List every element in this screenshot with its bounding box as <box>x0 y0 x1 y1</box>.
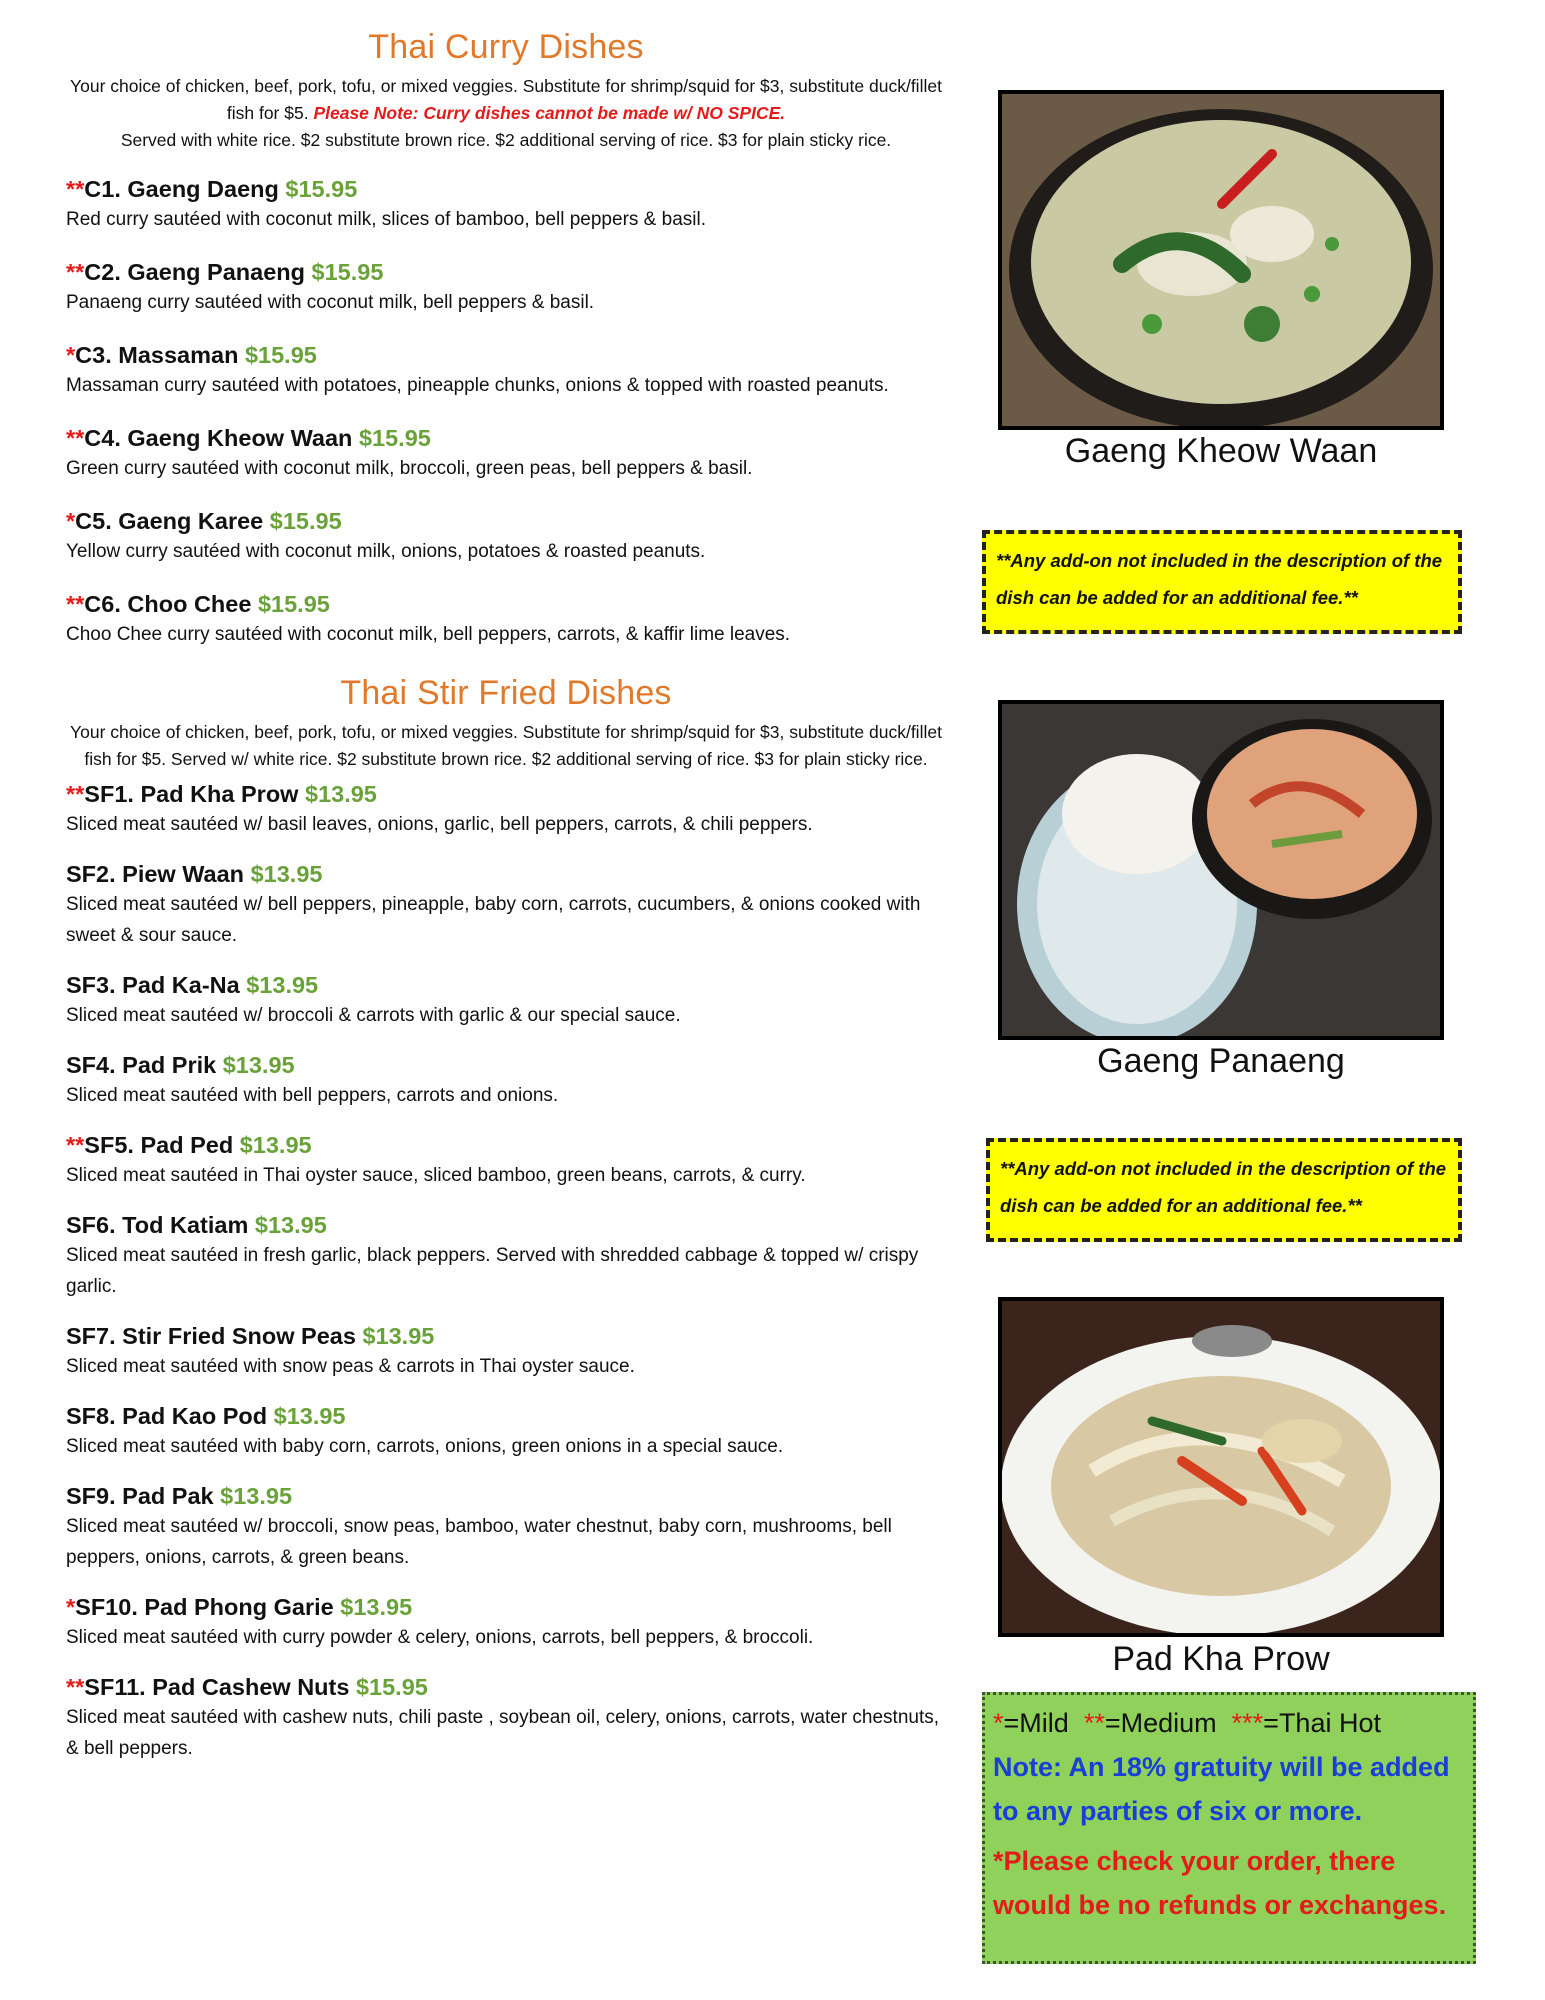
menu-item-price: $13.95 <box>246 972 319 998</box>
menu-item-heading <box>66 1321 946 1351</box>
menu-item-price: $13.95 <box>250 861 323 887</box>
spice-level-stars: ** <box>66 1132 85 1158</box>
spice-level-stars: * <box>66 508 76 534</box>
refund-note: *Please check your order, there would be no refunds or exchanges. <box>993 1846 1447 1920</box>
pad-kha-prow-photo <box>998 1297 1444 1637</box>
curry-intro <box>66 73 946 154</box>
menu-column <box>66 28 946 1783</box>
photo-caption-1: Gaeng Kheow Waan <box>1064 432 1378 470</box>
menu-item-description: Panaeng curry sautéed with coconut milk, bell peppers & basil. <box>66 292 595 313</box>
spice-legend-box <box>982 1692 1476 1964</box>
menu-item-name: SF8. Pad Kao Pod <box>66 1403 268 1429</box>
menu-item-name: C1. Gaeng Daeng <box>84 176 279 202</box>
menu-item <box>66 589 946 650</box>
menu-item-price: $13.95 <box>220 1483 293 1509</box>
menu-item-heading <box>66 1130 946 1160</box>
menu-item <box>66 257 946 318</box>
menu-item <box>66 174 946 235</box>
green-curry-photo <box>998 90 1444 430</box>
menu-item-description: Sliced meat sautéed with cashew nuts, chili paste , soybean oil, celery, onions, carrots, water chestnuts, & bell peppers. <box>66 1707 940 1759</box>
menu-item-heading <box>66 1210 946 1240</box>
menu-item-heading <box>66 1592 946 1622</box>
menu-item-price: $15.95 <box>269 508 342 534</box>
spice-level-stars: ** <box>66 259 85 285</box>
menu-item-heading <box>66 1401 946 1431</box>
hot-stars: *** <box>1231 1708 1264 1738</box>
menu-item-name: C3. Massaman <box>75 342 239 368</box>
curry-section-title: Thai Curry Dishes <box>368 28 644 66</box>
menu-item <box>66 1050 946 1111</box>
menu-item-description: Sliced meat sautéed with baby corn, carrots, onions, green onions in a special sauce. <box>66 1436 784 1457</box>
addon-fee-notice-1: **Any add-on not included in the description of the dish can be added for an additional fee.** <box>982 530 1462 634</box>
menu-item-description: Red curry sautéed with coconut milk, slices of bamboo, bell peppers & basil. <box>66 209 706 230</box>
menu-item-heading <box>66 423 946 453</box>
stir-list <box>66 779 946 1764</box>
menu-item-heading <box>66 589 946 619</box>
mild-label: =Mild <box>1003 1708 1069 1738</box>
menu-item-heading <box>66 1050 946 1080</box>
menu-item-price: $13.95 <box>254 1212 327 1238</box>
addon-fee-notice-2: **Any add-on not included in the description of the dish can be added for an additional fee.** <box>986 1138 1462 1242</box>
medium-label: =Medium <box>1104 1708 1217 1738</box>
menu-item-description: Green curry sautéed with coconut milk, broccoli, green peas, bell peppers & basil. <box>66 458 753 479</box>
menu-item-name: C2. Gaeng Panaeng <box>84 259 305 285</box>
menu-item <box>66 1672 946 1764</box>
menu-item-price: $13.95 <box>340 1594 413 1620</box>
menu-item <box>66 423 946 484</box>
spice-level-stars: ** <box>66 591 85 617</box>
menu-item-description: Sliced meat sautéed in Thai oyster sauce, sliced bamboo, green beans, carrots, & curry. <box>66 1165 806 1186</box>
menu-item-price: $15.95 <box>311 259 384 285</box>
photo-caption-3: Pad Kha Prow <box>1112 1640 1330 1678</box>
menu-item-name: SF6. Tod Katiam <box>66 1212 249 1238</box>
menu-item-name: SF4. Pad Prik <box>66 1052 217 1078</box>
menu-item-heading <box>66 506 946 536</box>
menu-item-name: C6. Choo Chee <box>84 591 252 617</box>
menu-item-name: C5. Gaeng Karee <box>75 508 264 534</box>
menu-item <box>66 779 946 840</box>
menu-item-name: SF1. Pad Kha Prow <box>84 781 299 807</box>
menu-item <box>66 970 946 1031</box>
menu-item-price: $15.95 <box>257 591 330 617</box>
panaeng-photo <box>998 700 1444 1040</box>
menu-item-description: Sliced meat sautéed w/ broccoli, snow peas, bamboo, water chestnut, baby corn, mushrooms, bell peppers, onions, carrots, & green beans. <box>66 1516 892 1568</box>
menu-item <box>66 1210 946 1302</box>
menu-item-heading <box>66 340 946 370</box>
menu-item-heading <box>66 1481 946 1511</box>
green-curry-illustration <box>1002 94 1440 426</box>
menu-item-description: Sliced meat sautéed with bell peppers, carrots and onions. <box>66 1085 559 1106</box>
menu-item-price: $15.95 <box>355 1674 428 1700</box>
menu-item-heading <box>66 257 946 287</box>
menu-item-price: $13.95 <box>222 1052 295 1078</box>
spice-level-stars: * <box>66 342 76 368</box>
menu-item-description: Sliced meat sautéed with curry powder & celery, onions, carrots, bell peppers, & broccoli. <box>66 1627 814 1648</box>
menu-item-name: SF11. Pad Cashew Nuts <box>84 1674 350 1700</box>
stir-section-title: Thai Stir Fried Dishes <box>340 674 672 712</box>
menu-item <box>66 1481 946 1573</box>
curry-list <box>66 174 946 650</box>
menu-item-description: Sliced meat sautéed w/ bell peppers, pineapple, baby corn, carrots, cucumbers, & onions cooked with sweet & sour sauce. <box>66 894 921 946</box>
gratuity-note: Note: An 18% gratuity will be added to any parties of six or more. <box>993 1752 1450 1826</box>
menu-item-description: Sliced meat sautéed in fresh garlic, black peppers. Served with shredded cabbage & topped w/ crispy garlic. <box>66 1245 919 1297</box>
menu-item <box>66 340 946 401</box>
spice-level-stars: * <box>66 1594 76 1620</box>
spice-level-stars: ** <box>66 176 85 202</box>
menu-item-description: Massaman curry sautéed with potatoes, pineapple chunks, onions & topped with roasted peanuts. <box>66 375 889 396</box>
medium-stars: ** <box>1083 1708 1105 1738</box>
pad-kha-prow-illustration <box>1002 1301 1440 1633</box>
stir-intro: Your choice of chicken, beef, pork, tofu, or mixed veggies. Substitute for shrimp/squid for $3, substitute duck/fillet fish for $5. Served w/ white rice. $2 substitute brown rice. $2 additional serving of rice. $3 for plain sticky rice. <box>70 722 942 769</box>
menu-item-description: Sliced meat sautéed with snow peas & carrots in Thai oyster sauce. <box>66 1356 635 1377</box>
menu-item-price: $13.95 <box>305 781 377 807</box>
menu-item-name: SF5. Pad Ped <box>84 1132 234 1158</box>
panaeng-illustration <box>1002 704 1440 1036</box>
menu-item-name: SF2. Piew Waan <box>66 861 245 887</box>
menu-item-price: $15.95 <box>358 425 431 451</box>
menu-item <box>66 1592 946 1653</box>
mild-stars: * <box>993 1708 1004 1738</box>
menu-item-price: $13.95 <box>239 1132 312 1158</box>
spice-legend <box>993 1705 1465 1741</box>
menu-item <box>66 506 946 567</box>
photo-caption-2: Gaeng Panaeng <box>1097 1042 1345 1080</box>
menu-item <box>66 1401 946 1462</box>
menu-item-description: Yellow curry sautéed with coconut milk, onions, potatoes & roasted peanuts. <box>66 541 706 562</box>
menu-item-heading <box>66 779 946 809</box>
menu-item <box>66 1130 946 1191</box>
menu-item-name: SF3. Pad Ka-Na <box>66 972 240 998</box>
menu-item-name: SF9. Pad Pak <box>66 1483 214 1509</box>
menu-item-name: SF10. Pad Phong Garie <box>75 1594 334 1620</box>
menu-item-name: SF7. Stir Fried Snow Peas <box>66 1323 356 1349</box>
menu-item-heading <box>66 859 946 889</box>
menu-item-description: Sliced meat sautéed w/ basil leaves, onions, garlic, bell peppers, carrots, & chili peppers. <box>66 814 813 835</box>
curry-rice-text: Served with white rice. $2 substitute brown rice. $2 additional serving of rice. $3 for plain sticky rice. <box>120 130 892 150</box>
hot-label: =Thai Hot <box>1263 1708 1381 1738</box>
menu-item-heading <box>66 970 946 1000</box>
menu-item-price: $13.95 <box>273 1403 346 1429</box>
curry-intro-text: Your choice of chicken, beef, pork, tofu, or mixed veggies. Substitute for shrimp/squid for $3, substitute duck/fillet fish for $5. <box>70 76 942 123</box>
menu-item-heading <box>66 1672 946 1702</box>
spice-level-stars: ** <box>66 1674 85 1700</box>
curry-spice-warning: Please Note: Curry dishes cannot be made w/ NO SPICE. <box>313 103 786 123</box>
menu-item-description: Choo Chee curry sautéed with coconut milk, bell peppers, carrots, & kaffir lime leaves. <box>66 624 791 645</box>
spice-level-stars: ** <box>66 425 85 451</box>
menu-item <box>66 1321 946 1382</box>
menu-item <box>66 859 946 951</box>
menu-item-name: C4. Gaeng Kheow Waan <box>84 425 353 451</box>
menu-item-description: Sliced meat sautéed w/ broccoli & carrots with garlic & our special sauce. <box>66 1005 681 1026</box>
menu-item-price: $15.95 <box>244 342 317 368</box>
menu-item-price: $13.95 <box>362 1323 435 1349</box>
menu-item-price: $15.95 <box>285 176 358 202</box>
spice-level-stars: ** <box>66 781 85 807</box>
menu-item-heading <box>66 174 946 204</box>
